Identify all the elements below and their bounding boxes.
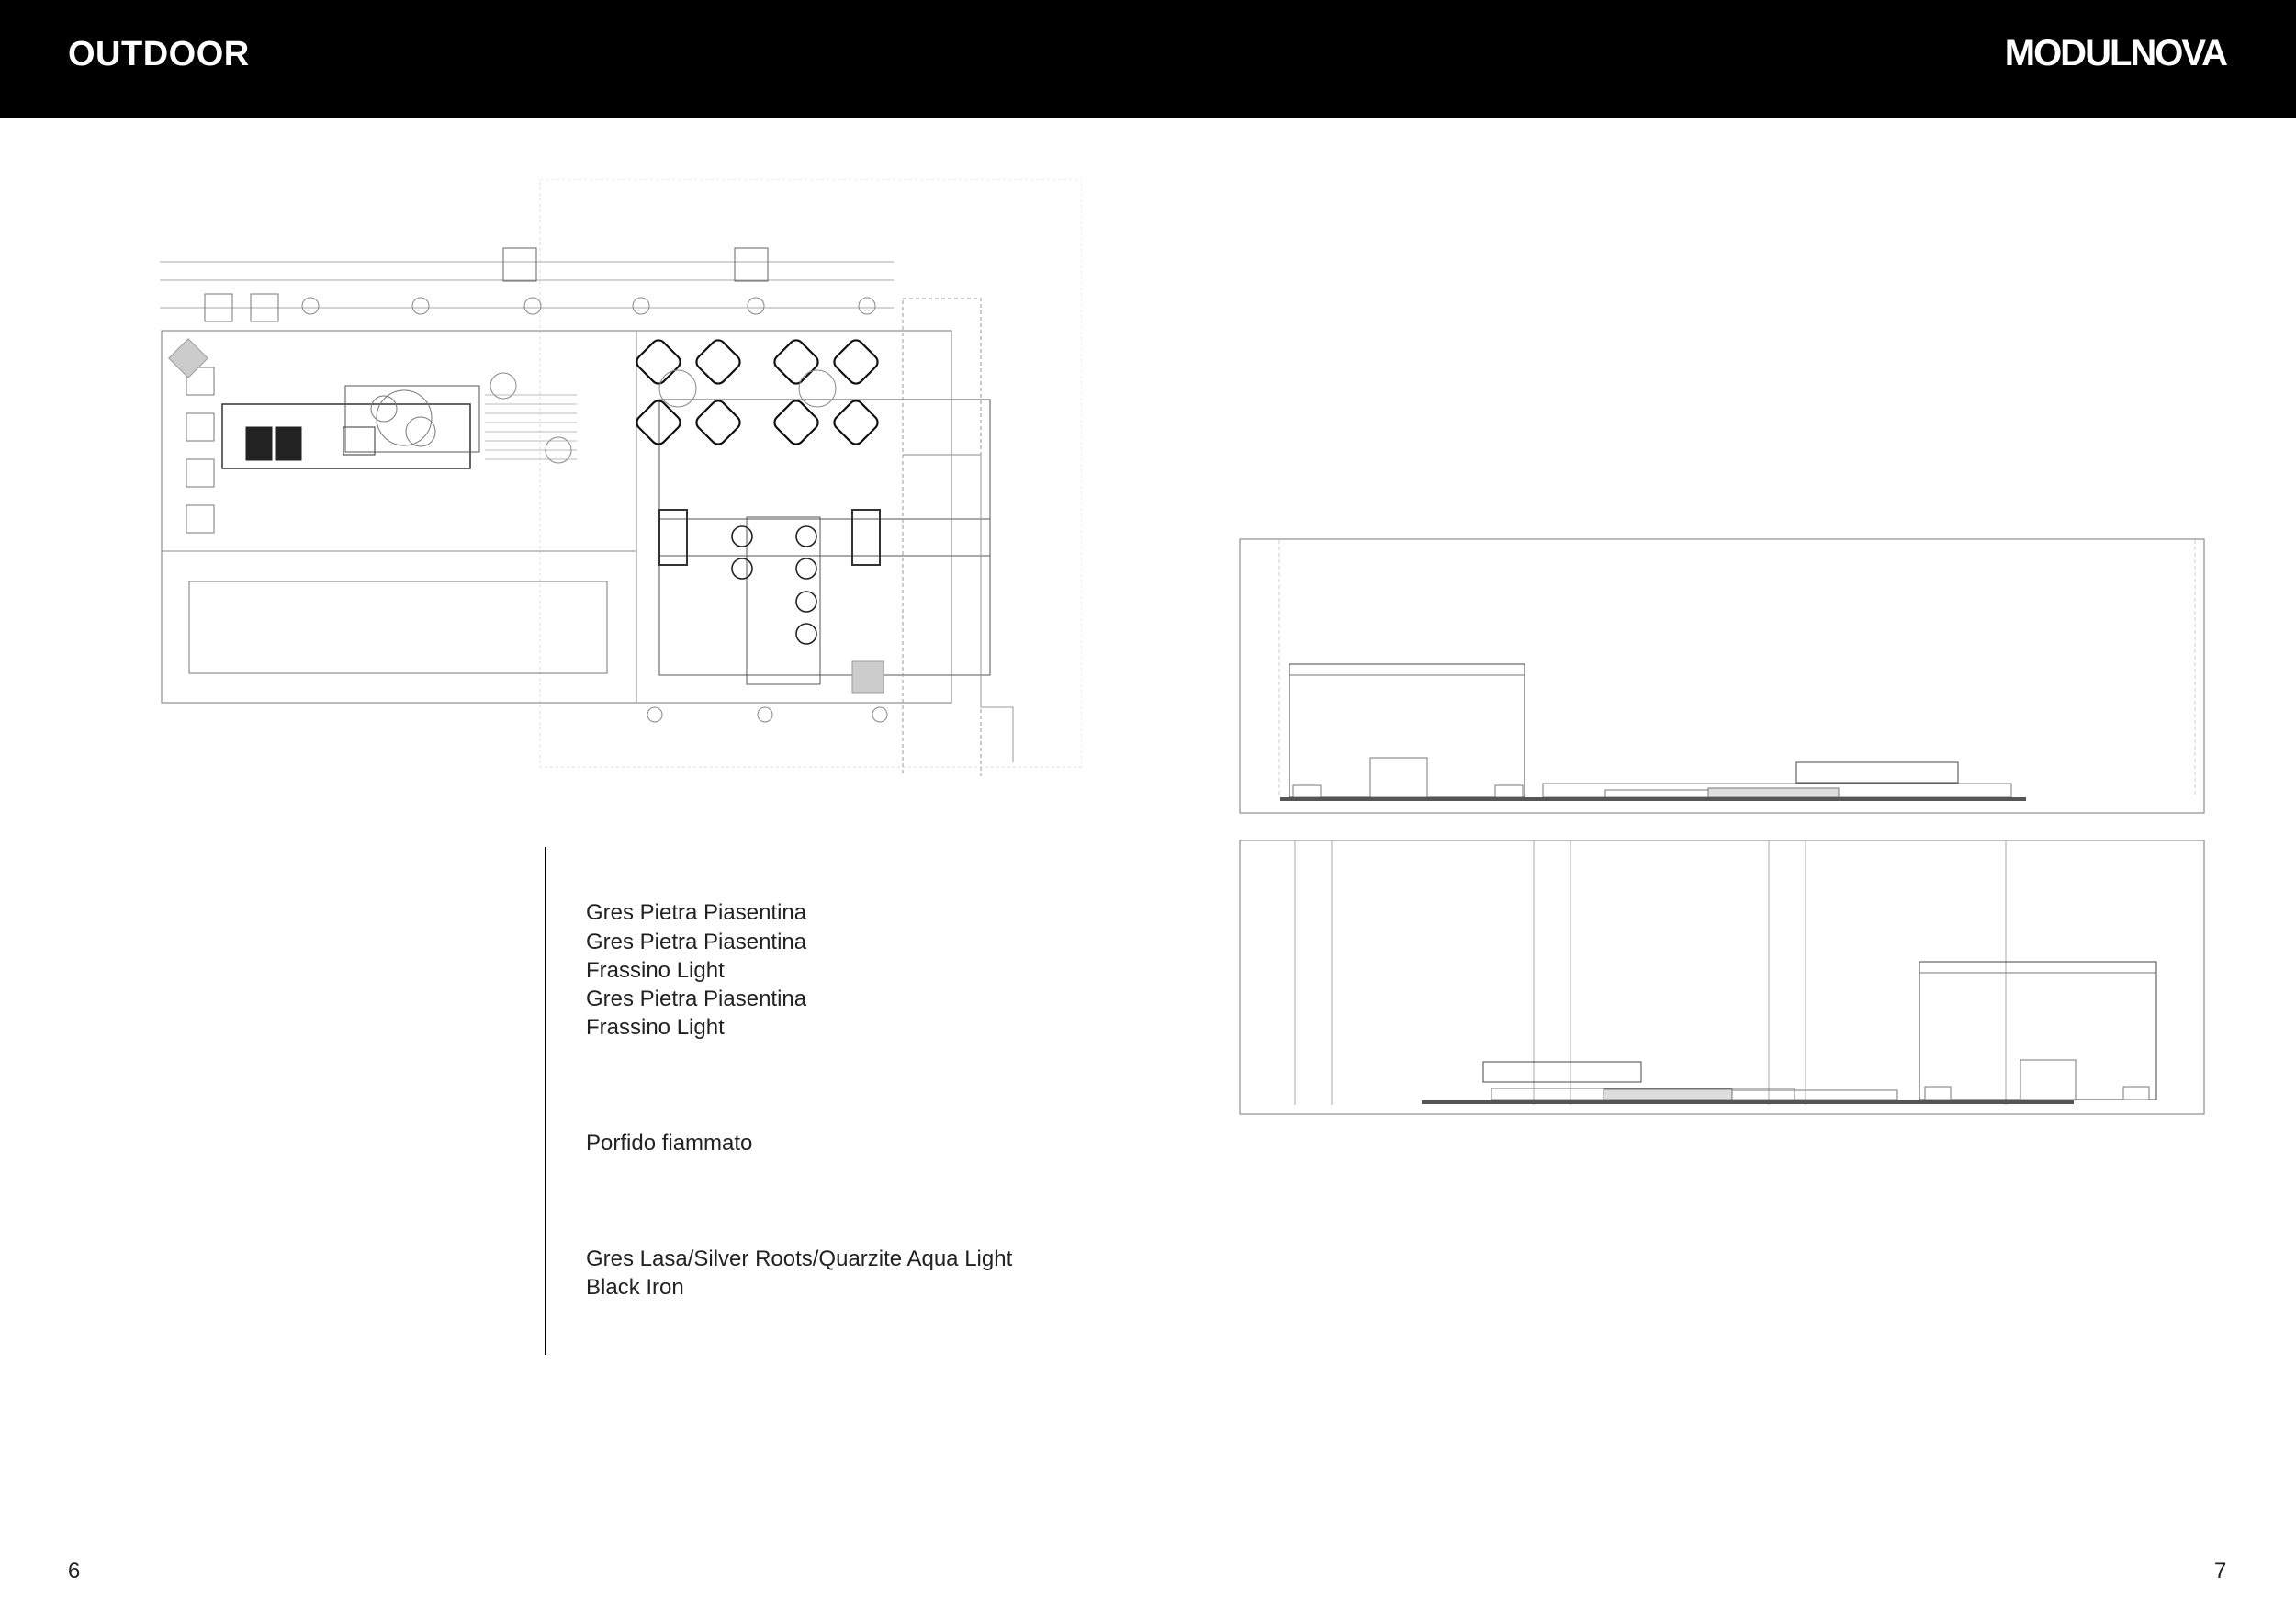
brand-logo: MODULNOVA <box>2004 33 2226 73</box>
header-bar <box>0 0 2296 118</box>
spec-value: Frassino Light <box>586 958 725 983</box>
page-number-right: 7 <box>2214 1559 2227 1584</box>
spec-value: Porfido fiammato <box>586 1131 753 1156</box>
spec-value: Gres Lasa/Silver Roots/Quarzite Aqua Light <box>586 1246 1013 1271</box>
spec-value: Gres Pietra Piasentina <box>586 900 807 925</box>
spec-value: Gres Pietra Piasentina <box>586 987 807 1011</box>
spec-value: Gres Pietra Piasentina <box>586 930 807 954</box>
elevation-drawing-side <box>1238 839 2208 1119</box>
spec-value: Frassino Light <box>586 1015 725 1040</box>
section-title: OUTDOOR <box>68 35 250 73</box>
floor-plan-drawing <box>108 179 1082 776</box>
material-specs <box>0 827 1102 1378</box>
spec-value: Black Iron <box>586 1275 684 1300</box>
page-number-left: 6 <box>68 1559 81 1584</box>
elevation-drawing-front <box>1238 537 2208 818</box>
